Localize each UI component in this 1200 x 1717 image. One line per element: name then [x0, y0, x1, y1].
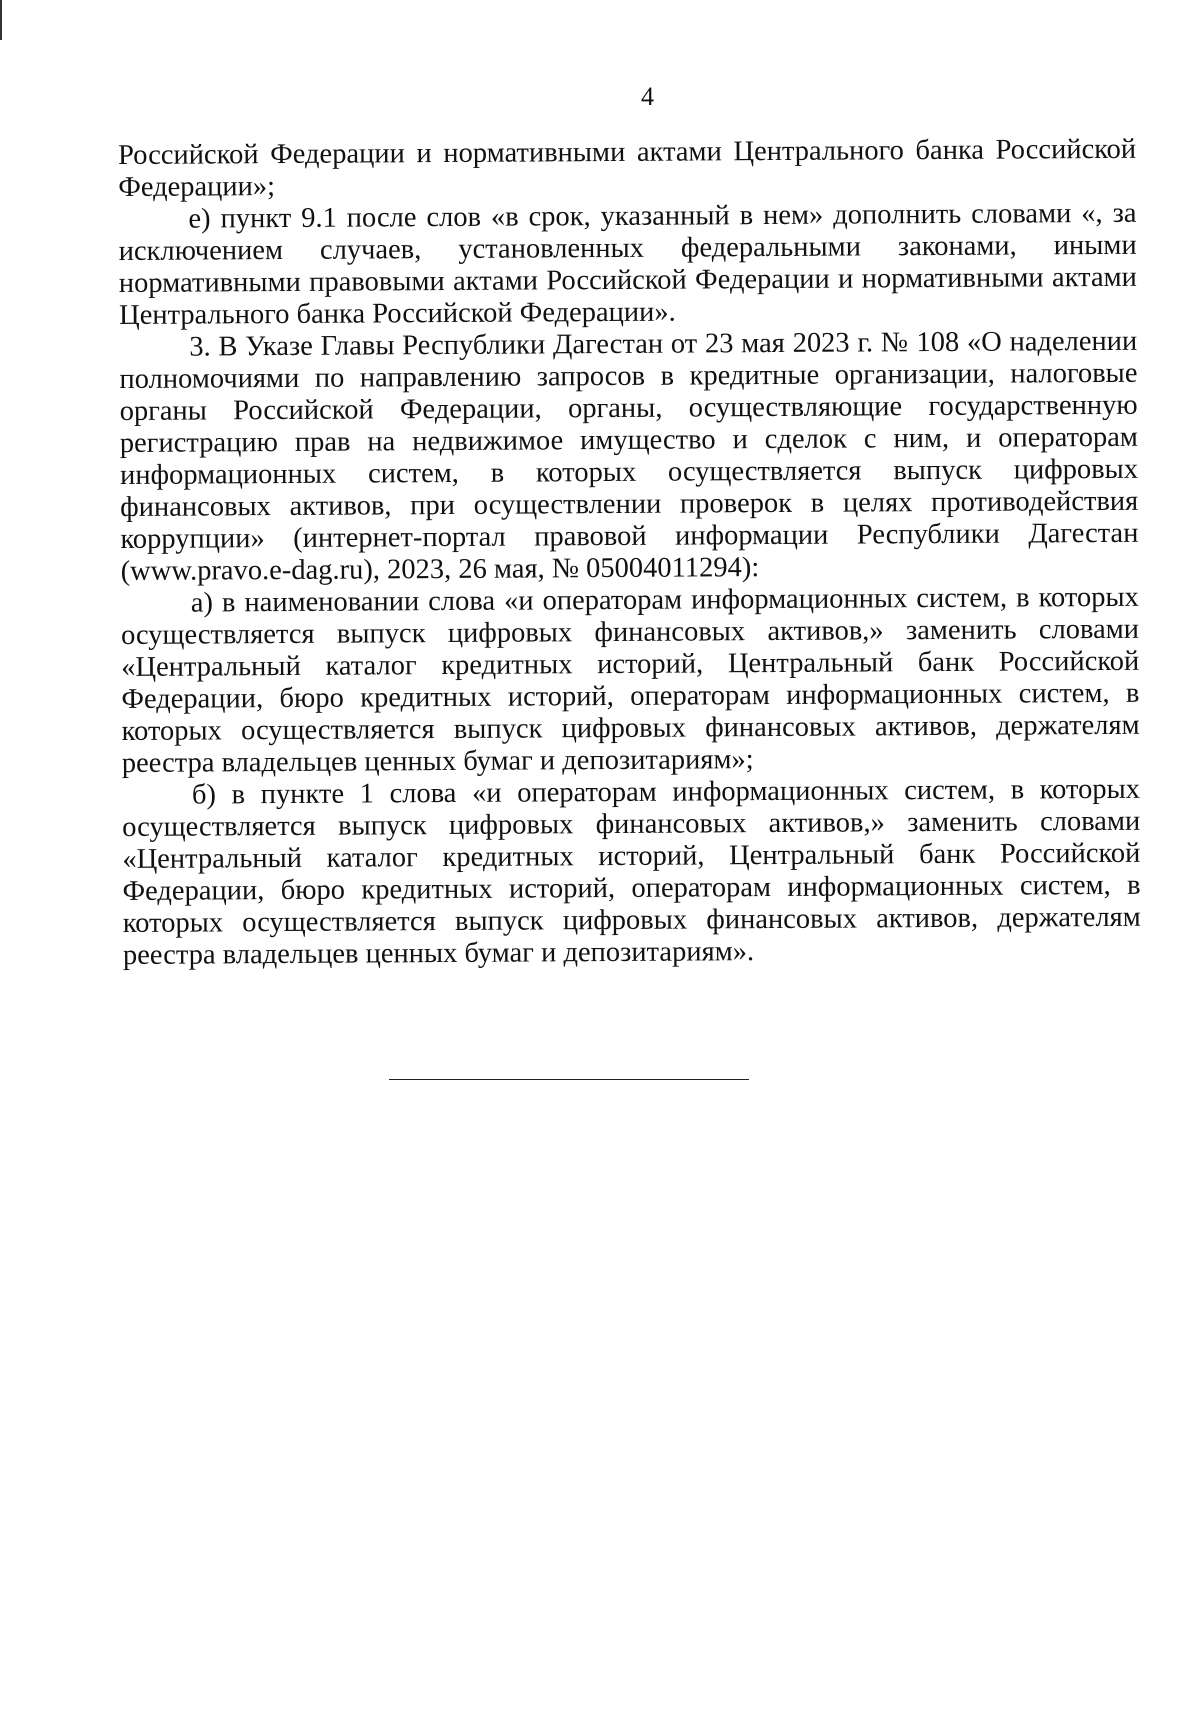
paragraph-continuation: Российской Федерации и нормативными актами Центрального банка Российской Федерации»;	[118, 133, 1137, 203]
paragraph-item-3: 3. В Указе Главы Республики Дагестан от 23 мая 2023 г. № 108 «О наделении полномочиями по направлению запросов в кредитные организации, налоговые органы Российской Федерации, органы, осуществляющие государственную регистрацию прав на недвижимое имущество и сделок с ним, и операторам информационных систем, в которых осуществляется выпуск цифровых финансовых активов, при осуществлении проверок в целях противодействия коррупции» (интернет-портал правовой информации Республики Дагестан (www.pravo.e-dag.ru), 2023, 26 мая, № 05004011294):	[119, 325, 1139, 587]
paragraph-item-a: а) в наименовании слова «и операторам информационных систем, в которых осуществляется выпуск цифровых финансовых активов,» заменить словами «Центральный каталог кредитных историй, Центральный банк Российской Федерации, бюро кредитных историй, операторам информационных систем, в которых осуществляется выпуск цифровых финансовых активов, держателям реестра владельцев ценных бумаг и депозитариям»;	[120, 581, 1140, 779]
document-body	[118, 134, 1141, 972]
paragraph-item-b: б) в пункте 1 слова «и операторам информационных систем, в которых осуществляется выпуск цифровых финансовых активов,» заменить словами «Центральный каталог кредитных историй, Центральный банк Российской Федерации, бюро кредитных историй, операторам информационных систем, в которых осуществляется выпуск цифровых финансовых активов, держателям реестра владельцев ценных бумаг и депозитариям».	[122, 773, 1141, 971]
paragraph-item-e: е) пункт 9.1 после слов «в срок, указанный в нем» дополнить словами «, за исключением случаев, установленных федеральными законами, иными нормативными правовыми актами Российской Федерации и нормативными актами Центрального банка Российской Федерации».	[118, 197, 1137, 331]
end-separator-line	[389, 1079, 749, 1080]
scan-edge-mark	[0, 0, 2, 40]
page-number: 4	[641, 82, 654, 111]
